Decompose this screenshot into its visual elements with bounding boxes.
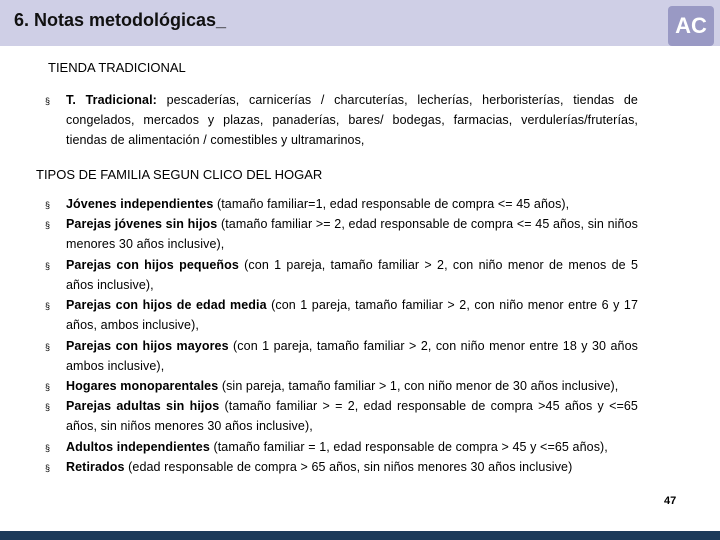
bullet-icon: § <box>45 382 51 392</box>
bullet-icon: § <box>45 443 51 453</box>
section-title-tienda-tradicional: TIENDA TRADICIONAL <box>48 60 186 75</box>
item-text: (edad responsable de compra > 65 años, sin niños menores 30 años inclusive) <box>124 460 573 474</box>
list-item-parejas-hijos-mayores <box>66 336 638 376</box>
item-bold-label: Parejas adultas sin hijos <box>66 399 220 413</box>
bullet-icon: § <box>45 220 51 230</box>
item-text: (con 1 pareja, tamaño familiar > 2, con niño menor entre 18 y 30 años ambos inclusive), <box>66 339 638 374</box>
bullet-icon: § <box>45 96 51 106</box>
list-item-parejas-adultas-sin-hijos <box>66 396 638 436</box>
page-number: 47 <box>664 495 677 507</box>
item-bold-label: Parejas jóvenes sin hijos <box>66 217 218 231</box>
item-text: (sin pareja, tamaño familiar > 1, con niño menor de 30 años inclusive), <box>218 379 619 393</box>
footer-bar <box>0 531 720 540</box>
list-item-retirados <box>66 457 638 477</box>
ac-logo: AC <box>668 6 714 46</box>
item-text: pescaderías, carnicerías / charcuterías, lecherías, herboristerías, tiendas de congelados, mercados y plazas, panaderías, bares/ bodegas, farmacias, verdulerías/fruterías, tiendas de alimentación / comestibles y ultramarinos, <box>66 93 638 148</box>
item-text: (con 1 pareja, tamaño familiar > 2, con niño menor entre 6 y 17 años, ambos inclusive), <box>66 298 638 333</box>
list-item-jovenes-independientes <box>66 194 638 214</box>
item-text: (tamaño familiar >= 2, edad responsable de compra <= 45 años, sin niños menores 30 años inclusive), <box>66 217 638 252</box>
item-bold-label: Hogares monoparentales <box>66 379 219 393</box>
page-title: 6. Notas metodológicas_ <box>14 10 227 30</box>
section-title-tipos-familia: TIPOS DE FAMILIA SEGUN CLICO DEL HOGAR <box>36 167 323 182</box>
bullet-icon: § <box>45 200 51 210</box>
item-text: (tamaño familiar > = 2, edad responsable de compra >45 años y <=65 años, sin niños menores 30 años inclusive), <box>66 399 638 434</box>
item-text: (tamaño familiar=1, edad responsable de compra <= 45 años), <box>213 197 570 211</box>
item-bold-label: Adultos independientes <box>66 440 210 454</box>
list-item-hogares-monoparentales <box>66 376 638 396</box>
bullet-icon: § <box>45 463 51 473</box>
list-item-parejas-hijos-edad-media <box>66 295 638 335</box>
item-bold-label: Parejas con hijos de edad media <box>66 298 267 312</box>
bullet-icon: § <box>45 261 51 271</box>
bullet-icon: § <box>45 402 51 412</box>
item-bold-label: Parejas con hijos mayores <box>66 339 229 353</box>
item-bold-label: Retirados <box>66 460 125 474</box>
bullet-icon: § <box>45 301 51 311</box>
bullet-icon: § <box>45 342 51 352</box>
item-bold-label: Jóvenes independientes <box>66 197 214 211</box>
list-item-adultos-independientes <box>66 437 638 457</box>
list-item-tradicional <box>66 90 638 151</box>
item-text: (tamaño familiar = 1, edad responsable de compra > 45 y <=65 años), <box>209 440 608 454</box>
list-item-parejas-jovenes-sin-hijos <box>66 214 638 254</box>
item-text: (con 1 pareja, tamaño familiar > 2, con niño menor de menos de 5 años inclusive), <box>66 258 638 293</box>
header-bar <box>0 0 720 46</box>
list-item-parejas-hijos-pequenos <box>66 255 638 295</box>
item-bold-label: T. Tradicional: <box>66 93 157 107</box>
item-bold-label: Parejas con hijos pequeños <box>66 258 239 272</box>
